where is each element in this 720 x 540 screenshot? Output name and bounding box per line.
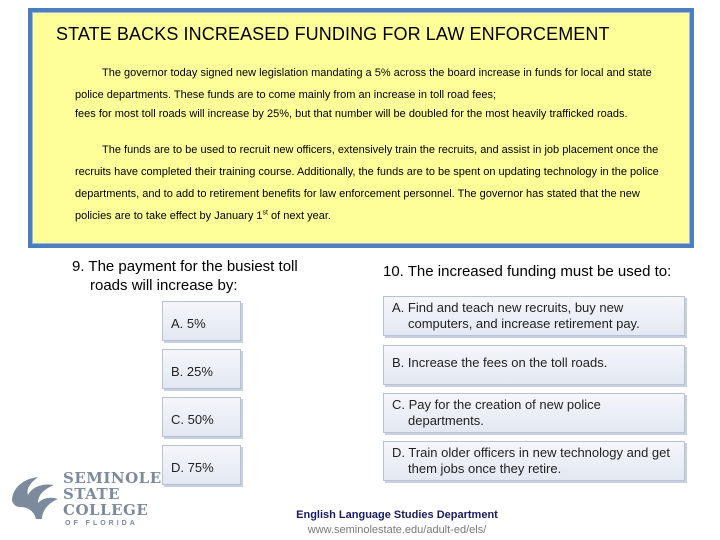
department-url[interactable]: www.seminolestate.edu/adult-ed/els/ <box>307 524 487 536</box>
q9-option-b-button[interactable]: B. 25% <box>162 349 241 389</box>
logo-line-2: STATE <box>63 485 121 503</box>
q10-option-d-label: D. Train older officers in new technology and get them jobs once they retire. <box>392 445 670 476</box>
passage-headline: STATE BACKS INCREASED FUNDING FOR LAW ENFORCEMENT <box>56 24 610 44</box>
q9-option-d-button[interactable]: D. 75% <box>162 445 241 485</box>
q10-option-c-button[interactable] <box>383 393 685 433</box>
logo-line-1: SEMINOLE <box>63 469 162 487</box>
footer <box>262 508 532 538</box>
passage-paragraph-1: The governor today signed new legislation mandating a 5% across the board increase in funds for local and state police departments. These funds are to come mainly from an increase in toll road fees; <box>75 67 652 101</box>
q10-option-a-button[interactable] <box>383 296 685 336</box>
q9-option-c-button[interactable]: C. 50% <box>162 397 241 437</box>
ordinal-suffix: st <box>262 209 268 217</box>
q10-option-a-label: A. Find and teach new recruits, buy new computers, and increase retirement pay. <box>392 300 640 331</box>
q10-option-d-button[interactable] <box>383 441 685 481</box>
seminole-bird-icon <box>8 471 60 523</box>
question-9-text-line1: The payment for the busiest toll <box>88 258 298 275</box>
question-9-text-line2: roads will increase by: <box>90 277 238 294</box>
passage-paragraph-2-main: The funds are to be used to recruit new officers, extensively train the recruits, and assist in job placement once the recruits have completed their training course. Additionally, the funds are to be spent on updating technology in the police departments, and to add to retirement benefits for law enforcement personnel. The governor has stated that the new policies are to take effect by January 1 <box>75 144 659 222</box>
passage-paragraph-1b: fees for most toll roads will increase by 25%, but that number will be doubled for the most heavily trafficked roads. <box>75 108 628 120</box>
logo-wordmark <box>63 470 162 518</box>
department-name: English Language Studies Department <box>296 509 498 521</box>
passage-paragraph-2-end: of next year. <box>267 210 331 222</box>
logo-subtitle: OF FLORIDA <box>65 520 138 527</box>
q10-option-c-label: C. Pay for the creation of new police departments. <box>392 397 601 428</box>
question-10 <box>383 262 718 281</box>
question-10-text: The increased funding must be used to: <box>407 263 672 280</box>
logo-line-3: COLLEGE <box>63 501 149 519</box>
question-10-number: 10. <box>383 263 404 280</box>
q10-option-b-button[interactable] <box>383 345 685 385</box>
q10-option-b-label: B. Increase the fees on the toll roads. <box>392 355 608 370</box>
reading-passage <box>28 8 694 248</box>
college-logo <box>8 468 162 530</box>
question-9-number: 9. <box>72 258 85 275</box>
q9-option-a-button[interactable]: A. 5% <box>162 301 241 341</box>
passage-paragraph-2 <box>75 139 675 227</box>
question-9 <box>72 257 362 295</box>
